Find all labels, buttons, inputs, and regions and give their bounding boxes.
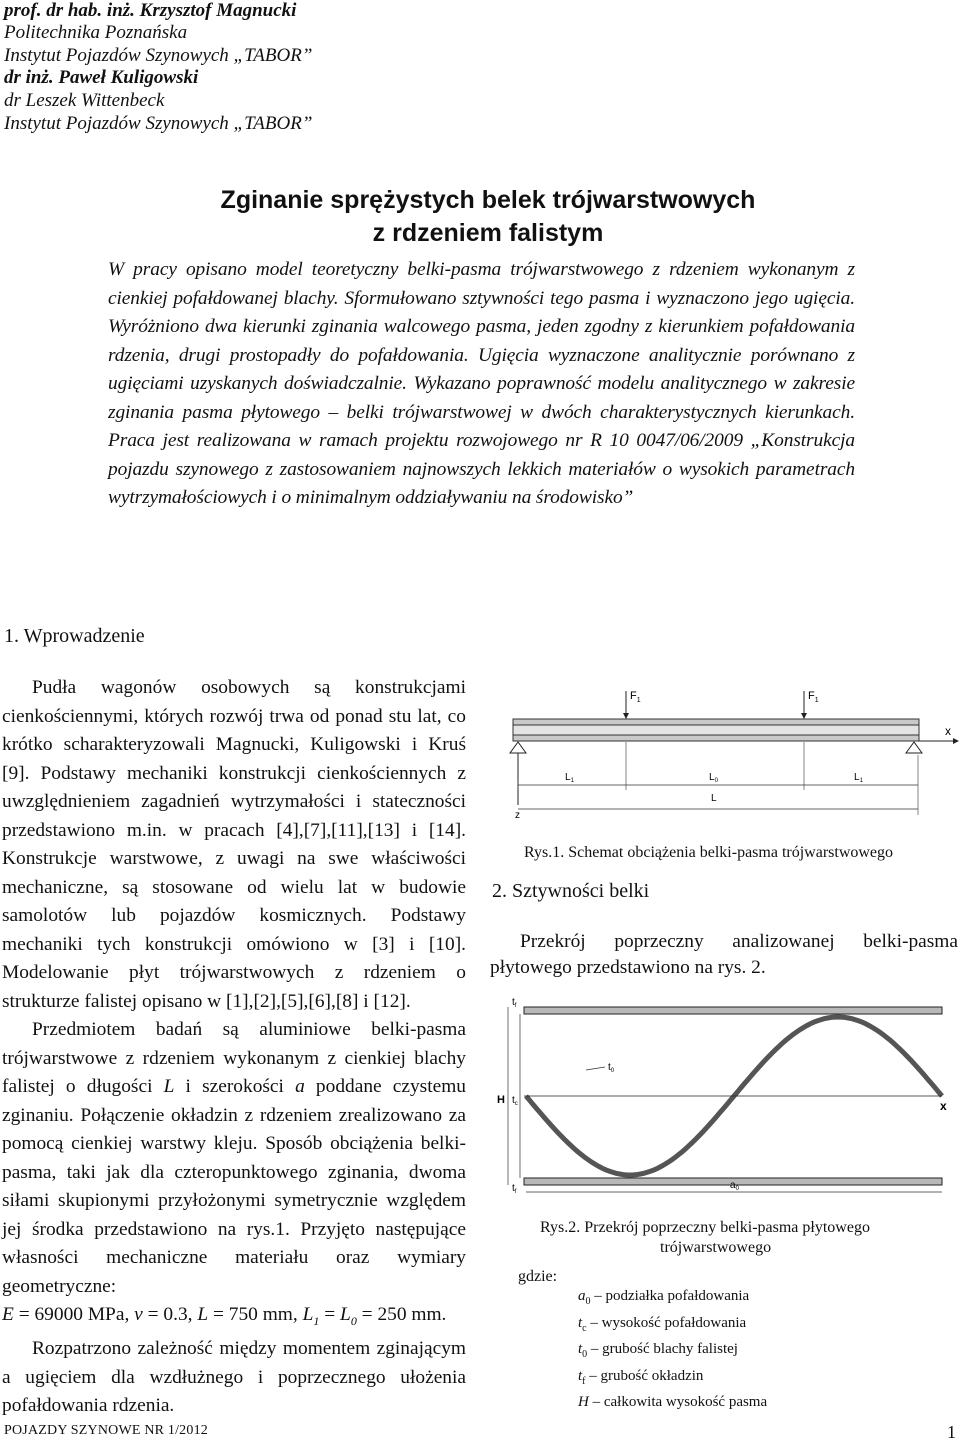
H-label: H: [497, 1094, 505, 1106]
section-1-paragraph-3: Rozpatrzono zależność między momentem zginającym a ugięciem dla wzdłużnego i poprzecznego ułożenia pofałdowania rdzenia.: [2, 1338, 466, 1417]
section-2-heading: 2. Sztywności belki: [492, 880, 650, 902]
journal-footer: POJAZDY SZYNOWE NR 1/2012: [4, 1423, 208, 1438]
eq-nu: ν: [134, 1304, 143, 1325]
legend-item-tf: $t_f$ – grubość okładzin: [578, 1367, 704, 1387]
affiliation-3: Instytut Pojazdów Szynowych „TABOR”: [4, 113, 313, 134]
support-right-icon: [906, 742, 922, 753]
beam-top-face: [513, 719, 919, 725]
eq-L0: L: [340, 1304, 351, 1325]
eq-L: L: [197, 1304, 209, 1325]
force-1-arrowhead-icon: [623, 713, 629, 719]
x-axis-arrow-icon: [953, 738, 959, 744]
figure-2-caption-line-1: Rys.2. Przekrój poprzeczny belki-pasma płytowego: [540, 1219, 870, 1236]
p2-text-b: i szerokości: [174, 1076, 296, 1097]
tc-label: $t_c$: [512, 1095, 518, 1107]
force-1-label: $F_1$: [630, 690, 641, 704]
symbol-a: a: [295, 1076, 305, 1097]
dimension-L: L: [711, 793, 717, 804]
figure-1-beam-scheme: [495, 685, 960, 835]
eq-nu-value: = 0.3,: [142, 1304, 198, 1325]
eq-equals: =: [319, 1304, 341, 1325]
material-equation: [2, 1301, 466, 1335]
eq-L-value: = 750 mm,: [208, 1304, 303, 1325]
left-column: [2, 674, 466, 1421]
p2-text-c: poddane czystemu zginaniu. Połączenie okładzin z rdzeniem zrealizowano za pomocą cienkiej warstwy kleju. Sposób obciążenia belki-pasma, taki jak dla czteropunktowego zginania, dwoma siłami skupionymi przyłożonymi symetrycznie względem jej środka przedstawiono na rys.1. Przyjęto następujące własności mechaniczne materiału oraz wymiary geometryczne:: [2, 1076, 466, 1297]
legend-item-t0: $t_0$ – grubość blachy falistej: [578, 1341, 738, 1361]
section-1-heading: 1. Wprowadzenie: [4, 625, 145, 647]
paper-title-line-2: z rdzeniem falistym: [372, 219, 604, 247]
force-2-arrowhead-icon: [801, 713, 807, 719]
legend-intro: gdzie:: [518, 1268, 558, 1285]
eq-E-value: = 69000 MPa,: [13, 1304, 135, 1325]
x-axis-label: x: [945, 724, 951, 738]
section-2-paragraph: [490, 929, 958, 981]
dimension-L1-left: $L_1$: [565, 772, 574, 784]
legend-item-H: H – całkowita wysokość pasma: [578, 1394, 768, 1411]
page-number: 1: [947, 1422, 956, 1442]
eq-L1-sub: 1: [313, 1313, 320, 1328]
author-3: dr Leszek Wittenbeck: [4, 90, 165, 111]
x-axis-label-2: x: [940, 1099, 947, 1113]
force-2-label: $F_1$: [808, 690, 819, 704]
p2-text-a: Przedmiotem badań są aluminiowe belki-pasma trójwarstwowe z rdzeniem wykonanym z cienkiej blachy falistej o długości: [2, 1019, 466, 1097]
author-2: dr inż. Paweł Kuligowski: [4, 67, 199, 88]
top-face-sheet: [524, 1007, 942, 1014]
support-left-icon: [510, 742, 526, 753]
t0-leader-line: [586, 1067, 605, 1070]
section-1-paragraph-2: [2, 1016, 466, 1301]
legend-item-a0: $a_0$ – podziałka pofałdowania: [578, 1288, 750, 1307]
section-1-paragraph-1: Pudła wagonów osobowych są konstrukcjami cienkościennymi, których rozwój trwa od ponad stu lat, co krótko scharakteryzowali Magnucki, Kuligowski i Kruś [9]. Podstawy mechaniki konstrukcji cienkościennych z uwzględnieniem zagadnień wytrzymałości i stateczności przedstawiono m.in. w pracach [4],[7],[11],[13] i [14]. Konstrukcje warstwowe, z uwagi na swe właściwości mechaniczne, są stosowane od wielu lat w budowie samolotów lub pojazdów kosmicznych. Podstawy mechaniki tych konstrukcji omówiono w [3] i [10]. Modelowanie płyt trójwarstwowych z rdzeniem o strukturze falistej opisano w [1],[2],[5],[6],[8] i [12].: [2, 677, 466, 1012]
eq-L1: L: [302, 1304, 314, 1325]
z-axis-label: z: [515, 810, 520, 821]
a0-label: $a_0$: [730, 1180, 739, 1192]
paper-title-line-1: Zginanie sprężystych belek trójwarstwowych: [220, 186, 756, 214]
t0-label: $t_0$: [608, 1062, 615, 1074]
symbol-legend: [578, 1286, 767, 1413]
eq-E: E: [2, 1304, 14, 1325]
affiliation-1: Politechnika Poznańska: [4, 22, 188, 43]
author-1: prof. dr hab. inż. Krzysztof Magnucki: [4, 0, 297, 21]
dimension-L1-right: $L_1$: [854, 772, 863, 784]
dimension-L0: $L_0$: [709, 772, 718, 784]
symbol-L: L: [163, 1076, 175, 1097]
tf-bottom-label: $t_f$: [512, 1183, 517, 1195]
tf-top-label: $t_f$: [512, 997, 517, 1009]
eq-L0-value: = 250 mm.: [356, 1304, 447, 1325]
beam-core: [513, 725, 919, 735]
legend-item-tc: $t_c$ – wysokość pofałdowania: [578, 1314, 747, 1334]
section-2-text: Przekrój poprzeczny analizowanej belki-pasma płytowego przedstawiono na rys. 2.: [490, 931, 958, 978]
figure-1-caption: Rys.1. Schemat obciążenia belki-pasma trójwarstwowego: [524, 844, 894, 861]
beam-bottom-face: [513, 735, 919, 741]
abstract: W pracy opisano model teoretyczny belki-pasma trójwarstwowego z rdzeniem wykonanym z cienkiej pofałdowanej blachy. Sformułowano sztywności tego pasma i wyznaczono jego ugięcia. Wyróżniono dwa kierunki zginania walcowego pasma, jeden zgodny z kierunkiem pofałdowania rdzenia, drugi prostopadły do pofałdowania. Ugięcia wyznaczone analitycznie porównano z ugięciami uzyskanych doświadczalnie. Wykazano poprawność modelu analitycznego w zakresie zginania pasma płytowego – belki trójwarstwowej w dwóch charakterystycznych kierunkach. Praca jest realizowana w ramach projektu rozwojowego nr R 10 0047/06/2009 „Konstrukcja pojazdu szynowego z zastosowaniem najnowszych lekkich materiałów o wysokich parametrach wytrzymałościowych i o minimalnym oddziaływaniu na środowisko”: [108, 259, 855, 508]
eq-L0-sub: 0: [350, 1313, 357, 1328]
figure-2-caption-line-2: trójwarstwowego: [660, 1239, 772, 1256]
affiliation-2: Instytut Pojazdów Szynowych „TABOR”: [4, 45, 313, 66]
figure-2-cross-section: [490, 995, 960, 1200]
